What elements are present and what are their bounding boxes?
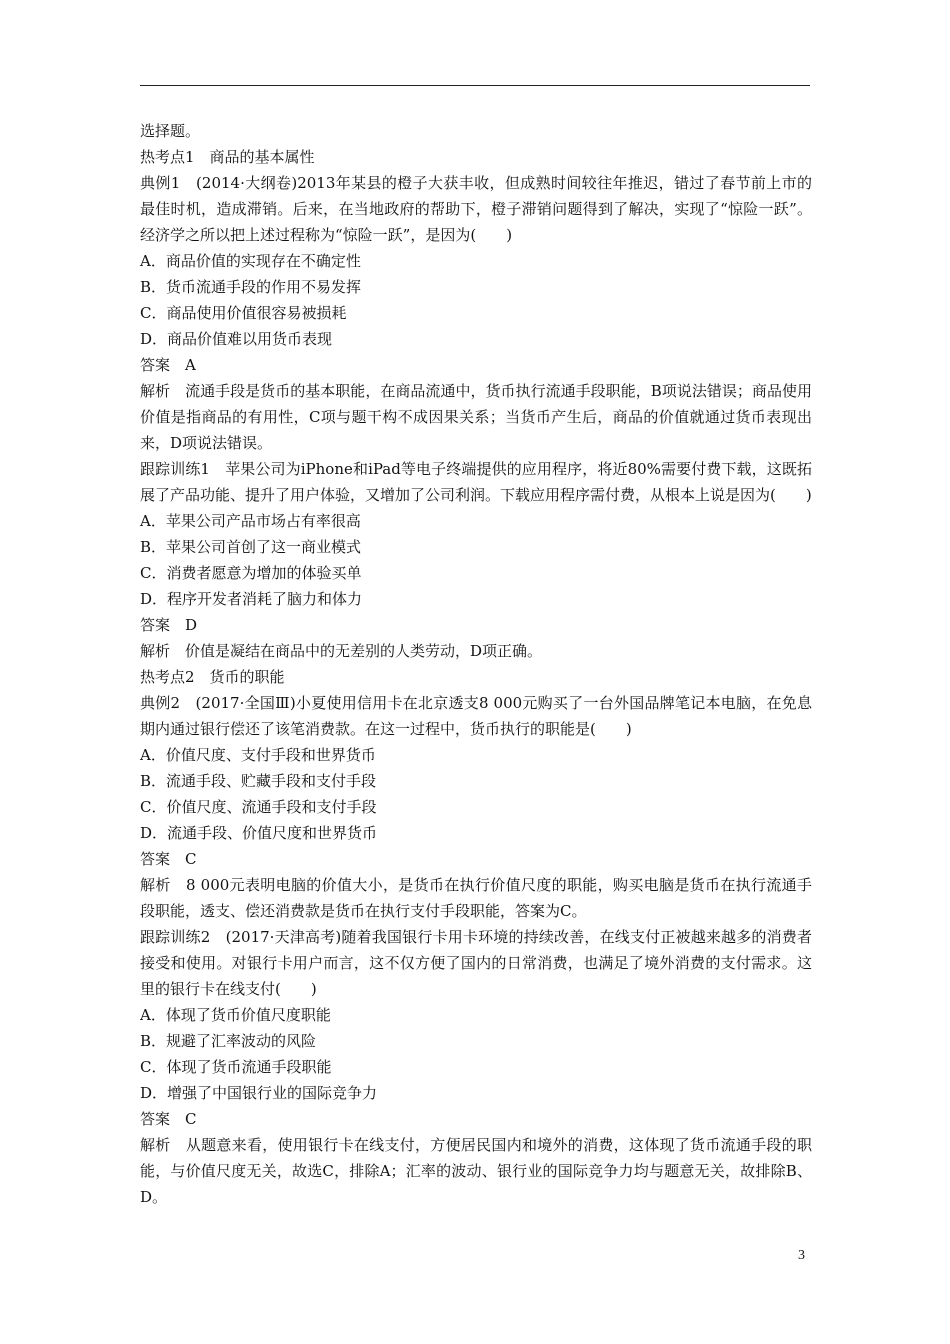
option-d: D．流通手段、价值尺度和世界货币	[140, 824, 378, 842]
header-rule	[140, 85, 810, 86]
option-b: B．苹果公司首创了这一商业模式	[140, 538, 362, 556]
answer: 答案 D	[140, 616, 198, 634]
answer: 答案 A	[140, 356, 196, 374]
answer: 答案 C	[140, 850, 197, 868]
analysis: 解析 流通手段是货币的基本职能，在商品流通中，货币执行流通手段职能，B项说法错误；商品使用价值是指商品的有用性，C项与题干构不成因果关系；当货币产生后，商品的价值就通过货币表现出来，D项说法错误。	[140, 382, 812, 452]
option-d: D．程序开发者消耗了脑力和体力	[140, 590, 363, 608]
practice-2	[140, 924, 812, 1210]
document-body	[140, 118, 812, 1210]
option-c: C．消费者愿意为增加的体验买单	[140, 564, 362, 582]
option-c: C．价值尺度、流通手段和支付手段	[140, 798, 377, 816]
answer: 答案 C	[140, 1110, 197, 1128]
page-number: 3	[798, 1248, 805, 1263]
option-c: C．商品使用价值很容易被损耗	[140, 304, 347, 322]
option-b: B．规避了汇率波动的风险	[140, 1032, 317, 1050]
option-d: D．增强了中国银行业的国际竞争力	[140, 1084, 378, 1102]
example-2	[140, 690, 812, 924]
hotspot-heading-1: 热考点1 商品的基本属性	[140, 148, 315, 166]
intro-text: 选择题。	[140, 122, 201, 140]
question-stem: 跟踪训练1 苹果公司为iPhone和iPad等电子终端提供的应用程序，将近80%需要付费下载，这既拓展了产品功能、提升了用户体验，又增加了公司利润。下载应用程序需付费，从根本上说是因为( )	[140, 460, 812, 504]
option-d: D．商品价值难以用货币表现	[140, 330, 333, 348]
option-b: B．流通手段、贮藏手段和支付手段	[140, 772, 377, 790]
option-a: A．价值尺度、支付手段和世界货币	[140, 746, 376, 764]
example-1	[140, 170, 812, 456]
option-c: C．体现了货币流通手段职能	[140, 1058, 332, 1076]
practice-1	[140, 456, 812, 664]
question-stem: 典例1 (2014·大纲卷)2013年某县的橙子大获丰收，但成熟时间较往年推迟，错过了春节前上市的最佳时机，造成滞销。后来，在当地政府的帮助下，橙子滞销问题得到了解决，实现了“惊险一跃”。经济学之所以把上述过程称为“惊险一跃”，是因为( )	[140, 174, 812, 244]
question-stem: 跟踪训练2 (2017·天津高考)随着我国银行卡用卡环境的持续改善，在线支付正被越来越多的消费者接受和使用。对银行卡用户而言，这不仅方便了国内的日常消费，也满足了境外消费的支付需求。这里的银行卡在线支付( )	[140, 928, 812, 998]
analysis: 解析 从题意来看，使用银行卡在线支付，方便居民国内和境外的消费，这体现了货币流通手段的职能，与价值尺度无关，故选C，排除A；汇率的波动、银行业的国际竞争力均与题意无关，故排除B、D。	[140, 1136, 812, 1206]
analysis: 解析 价值是凝结在商品中的无差别的人类劳动，D项正确。	[140, 642, 543, 660]
hotspot-heading-2: 热考点2 货币的职能	[140, 668, 285, 686]
option-a: A．苹果公司产品市场占有率很高	[140, 512, 361, 530]
question-stem: 典例2 (2017·全国Ⅲ)小夏使用信用卡在北京透支8 000元购买了一台外国品牌笔记本电脑，在免息期内通过银行偿还了该笔消费款。在这一过程中，货币执行的职能是( )	[140, 694, 812, 738]
analysis: 解析 8 000元表明电脑的价值大小，是货币在执行价值尺度的职能，购买电脑是货币在执行流通手段职能，透支、偿还消费款是货币在执行支付手段职能，答案为C。	[140, 876, 812, 920]
option-b: B．货币流通手段的作用不易发挥	[140, 278, 362, 296]
option-a: A．体现了货币价值尺度职能	[140, 1006, 331, 1024]
option-a: A．商品价值的实现存在不确定性	[140, 252, 361, 270]
